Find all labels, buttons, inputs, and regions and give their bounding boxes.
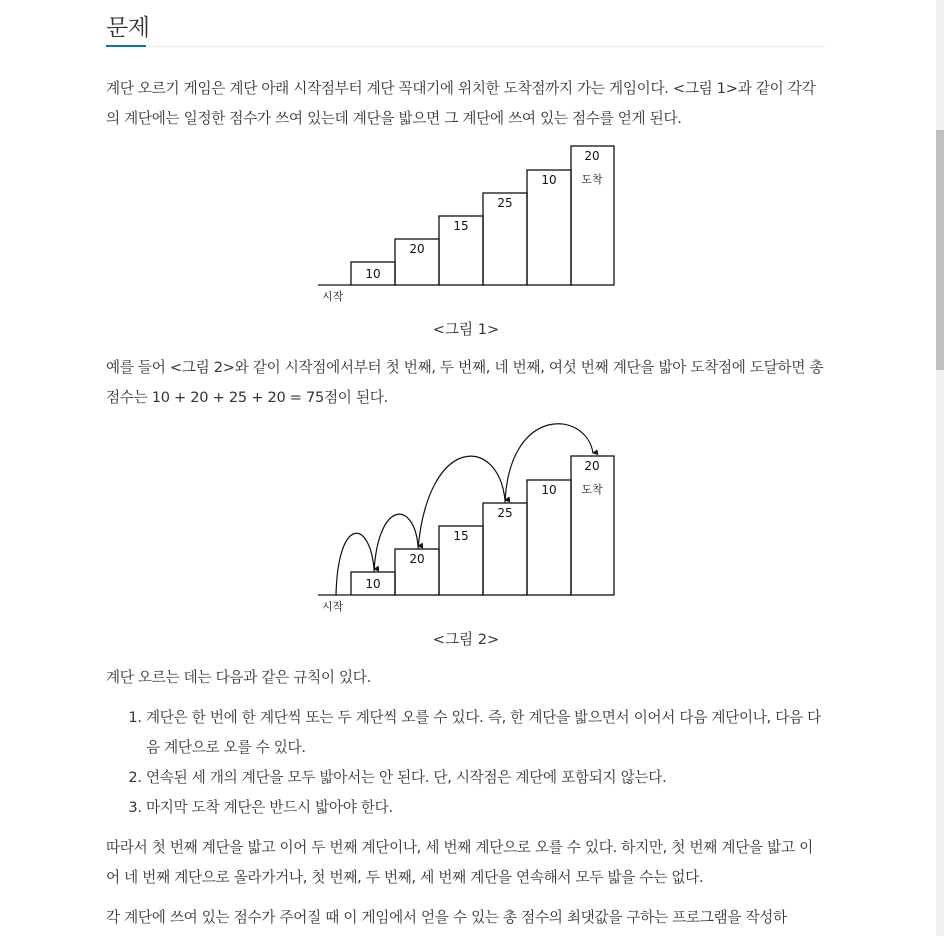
header-accent-underline [106, 45, 146, 47]
rule-item: 3. 마지막 도착 계단은 반드시 밟아야 한다. [146, 793, 826, 823]
section-header [106, 0, 826, 48]
header-divider [106, 46, 826, 47]
paragraph-rules-intro: 계단 오르는 데는 다음과 같은 규칙이 있다. [106, 669, 371, 686]
fig1-step-1-score: 10 [365, 267, 381, 281]
fig1-end-label: 도착 [581, 173, 603, 186]
fig1-step-2-score: 20 [409, 242, 425, 256]
fig2-step-3-score: 15 [453, 529, 469, 543]
fig2-start-label: 시작 [322, 600, 344, 613]
fig2-step-6-score: 20 [584, 459, 600, 473]
fig2-step-2-score: 20 [409, 552, 425, 566]
fig1-step-6-score: 20 [584, 149, 600, 163]
vertical-scrollbar[interactable] [936, 0, 944, 936]
fig2-step-5-score: 10 [541, 483, 557, 497]
figure-1 [316, 143, 616, 309]
paragraph-consequence: 따라서 첫 번째 계단을 밟고 이어 두 번째 계단이나, 세 번째 계단으로 오를 수 있다. 하지만, 첫 번째 계단을 밟고 이어 네 번째 계단으로 올라가거나, 첫 번째, 두 번째, 세 번째 계단을 연속해서 모두 밟을 수는 없다. [106, 839, 813, 886]
fig1-step-4-score: 25 [497, 196, 513, 210]
fig1-step-5-score: 10 [541, 173, 557, 187]
paragraph-example: 예를 들어 <그림 2>와 같이 시작점에서부터 첫 번째, 두 번째, 네 번째, 여섯 번째 계단을 밟아 도착점에 도달하면 총 점수는 10 + 20 + 25 + 20 = 75점이 된다. [106, 359, 824, 406]
rules-list [106, 703, 826, 823]
figure-2 [316, 420, 616, 619]
figure-1-caption: <그림 1> [432, 321, 500, 338]
paragraph-intro: 계단 오르기 게임은 계단 아래 시작점부터 계단 꼭대기에 위치한 도착점까지 가는 게임이다. <그림 1>과 같이 각각의 계단에는 일정한 점수가 쓰여 있는데 계단을 밟으면 그 계단에 쓰여 있는 점수를 얻게 된다. [106, 80, 816, 127]
paragraph-task: 각 계단에 쓰여 있는 점수가 주어질 때 이 게임에서 얻을 수 있는 총 점수의 최댓값을 구하는 프로그램을 작성하 [106, 909, 787, 926]
rule-item: 1. 계단은 한 번에 한 계단씩 또는 두 계단씩 오를 수 있다. 즉, 한 계단을 밟으면서 이어서 다음 계단이나, 다음 다음 계단으로 오를 수 있다. [146, 703, 826, 763]
fig1-start-label: 시작 [322, 290, 344, 303]
fig1-step-3-score: 15 [453, 219, 469, 233]
figure-2-caption: <그림 2> [432, 631, 500, 648]
section-title: 문제 [106, 15, 150, 41]
fig2-step-4-score: 25 [497, 506, 513, 520]
problem-section [106, 0, 826, 926]
fig2-step-1-score: 10 [365, 577, 381, 591]
fig2-end-label: 도착 [581, 483, 603, 496]
rule-item: 2. 연속된 세 개의 계단을 모두 밟아서는 안 된다. 단, 시작점은 계단에 포함되지 않는다. [146, 763, 826, 793]
scrollbar-thumb[interactable] [936, 130, 944, 370]
